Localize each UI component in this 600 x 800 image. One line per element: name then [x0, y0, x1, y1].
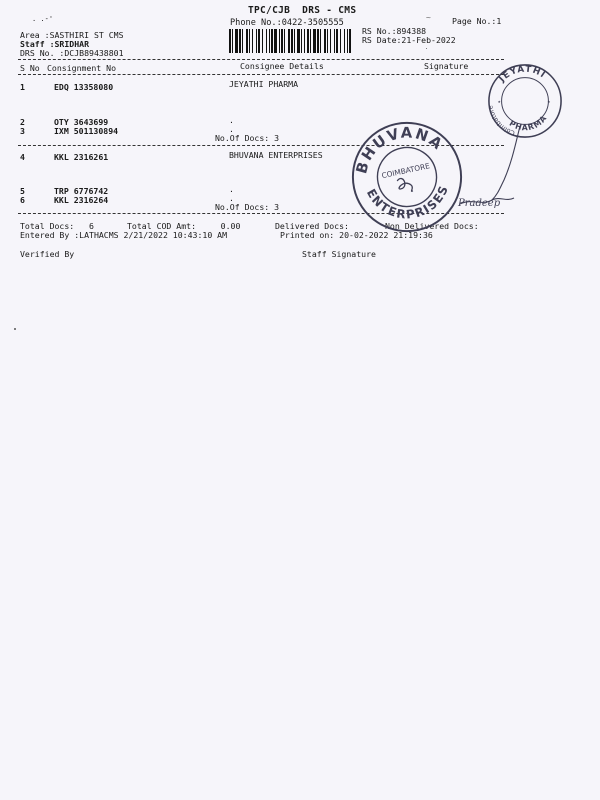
barcode-bar	[284, 29, 285, 53]
barcode-bar	[336, 29, 338, 53]
barcode-bar	[274, 29, 277, 53]
row-4-consignment: KKL 2316261	[54, 152, 109, 162]
barcode-bar	[252, 29, 253, 53]
barcode-bar	[344, 29, 345, 53]
col-header-consignment: Consignment No	[47, 63, 117, 73]
page-number: Page No.:1	[452, 16, 502, 26]
verified-by-label: Verified By	[20, 249, 75, 259]
phone-number: Phone No.:0422-3505555	[230, 18, 344, 28]
barcode-bar	[347, 29, 348, 53]
col-header-sno: S No	[20, 63, 40, 73]
barcode-bar	[271, 29, 273, 53]
row-5-sno: 5	[20, 186, 25, 196]
barcode-bar	[301, 29, 302, 53]
row-4-sno: 4	[20, 152, 25, 162]
rs-number: RS No.:894388	[362, 26, 427, 36]
row-3-consignee: .	[229, 124, 234, 134]
stamp-star-icon: ★	[547, 98, 551, 105]
staff-label: Staff :SRIDHAR	[20, 39, 90, 49]
initials-scribble	[397, 179, 413, 192]
speck	[14, 328, 16, 330]
col-header-consignee: Consignee Details	[240, 61, 324, 71]
total-docs: Total Docs: 6	[20, 221, 94, 231]
barcode-bar	[235, 29, 238, 53]
row-6-consignee: .	[229, 193, 234, 203]
row-2-sno: 2	[20, 117, 25, 127]
printed-on: Printed on: 20-02-2022 21:19:36	[280, 230, 433, 240]
jeyathi-stamp-top-text: JEYATHI	[497, 64, 548, 85]
signature-mark	[420, 122, 540, 212]
rs-date: RS Date:21-Feb-2022	[362, 35, 456, 45]
barcode-bar	[310, 29, 311, 53]
row-5-consignee: .	[229, 184, 234, 194]
barcode-bar	[246, 29, 248, 53]
row-3-sno: 3	[20, 126, 25, 136]
non-delivered-docs: Non Delivered Docs:	[385, 221, 479, 231]
barcode-bar	[266, 29, 267, 53]
jeyathi-stamp-bottom-text: PHARMA	[507, 113, 549, 133]
total-cod-amount: Total COD Amt: 0.00	[127, 221, 241, 231]
group-2-doc-count: No.Of Docs: 3	[215, 202, 280, 212]
barcode-bar	[294, 29, 295, 53]
col-header-signature: Signature	[424, 61, 469, 71]
row-6-consignment: KKL 2316264	[54, 195, 109, 205]
row-2-consignee: .	[229, 115, 234, 125]
barcode-bar	[349, 29, 351, 53]
barcode-bar	[279, 29, 280, 53]
row-4-consignee: BHUVANA ENTERPRISES	[229, 150, 323, 160]
signature-text: Pradeep	[458, 198, 501, 209]
area-label: Area :SASTHIRI ST CMS	[20, 30, 124, 40]
barcode-bar	[317, 29, 319, 53]
barcode-bar	[324, 29, 326, 53]
barcode-bar	[229, 29, 231, 53]
delivered-docs: Delivered Docs:	[275, 221, 349, 231]
jeyathi-stamp-city-text: Coimbatore	[487, 104, 516, 137]
barcode-bar	[307, 29, 309, 53]
barcode-bar	[320, 29, 321, 53]
barcode-bar	[288, 29, 290, 53]
barcode-bar	[330, 29, 331, 53]
barcode-bar	[256, 29, 257, 53]
barcode-bar	[281, 29, 283, 53]
barcode-bar	[340, 29, 341, 53]
barcode-bar	[304, 29, 305, 53]
row-5-consignment: TRP 6776742	[54, 186, 109, 196]
barcode-bar	[232, 29, 233, 53]
scribble-mark: ~	[426, 13, 431, 22]
staff-signature-label: Staff Signature	[302, 249, 376, 259]
barcode-bar	[262, 29, 263, 53]
bhuvana-stamp-top-text: BHUVANA	[353, 124, 447, 176]
row-1-consignee: JEYATHI PHARMA	[229, 79, 299, 89]
barcode	[229, 29, 351, 53]
barcode-bar	[334, 29, 335, 53]
barcode-bar	[242, 29, 243, 53]
barcode-bar	[313, 29, 316, 53]
barcode-bar	[249, 29, 250, 53]
group-1-doc-count: No.Of Docs: 3	[215, 133, 280, 143]
barcode-bar	[258, 29, 260, 53]
report-title: TPC/CJB DRS - CMS	[248, 5, 357, 16]
barcode-bar	[239, 29, 241, 53]
divider	[18, 59, 504, 60]
barcode-bar	[297, 29, 300, 53]
row-1-consignment: EDQ 13358080	[54, 82, 114, 92]
row-3-consignment: IXM 501130894	[54, 126, 119, 136]
entered-by: Entered By :LATHACMS 2/21/2022 10:43:10 AM	[20, 230, 228, 240]
barcode-bar	[291, 29, 293, 53]
row-2-consignment: OTY 3643699	[54, 117, 109, 127]
stamp-star-icon: ★	[497, 98, 501, 105]
barcode-bar	[269, 29, 270, 53]
row-1-sno: 1	[20, 82, 25, 92]
row-6-sno: 6	[20, 195, 25, 205]
drs-number: DRS No. :DCJB89438801	[20, 48, 124, 58]
bhuvana-stamp-bottom-text: ENTERPRISES	[363, 182, 452, 222]
bhuvana-stamp-center-text: COIMBATORE	[380, 161, 431, 181]
divider	[18, 74, 504, 75]
barcode-bar	[327, 29, 328, 53]
speck	[426, 48, 427, 49]
specks-top-left: . .-'	[32, 15, 54, 23]
